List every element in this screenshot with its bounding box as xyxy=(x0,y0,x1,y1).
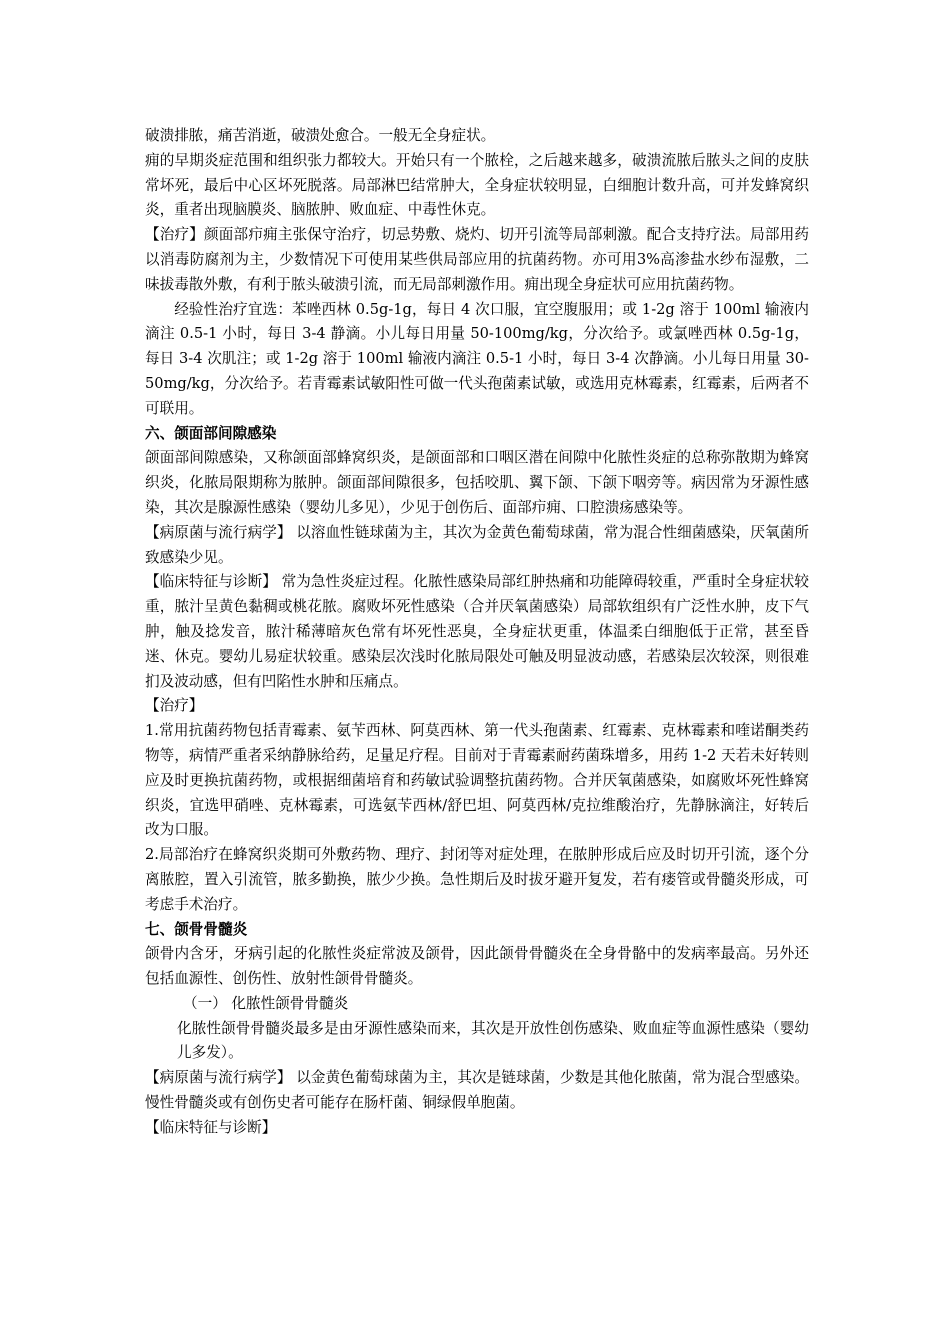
paragraph-treatment-item-1: 1.常用抗菌药物包括青霉素、氨苄西林、阿莫西林、第一代头孢菌素、红霉素、克林霉素和喹诺酮类药物等，病情严重者采纳静脉给药，足量足疗程。目前对于青霉素耐药菌珠增多，用药 1-2 天若未好转则应及时更换抗菌药物，或根据细菌培育和药敏试验调整抗菌药物。合并厌氧菌感染，如腐败坏死性蜂窝织炎，宜选甲硝唑、克林霉素，可选氨苄西林/舒巴坦、阿莫西林/克拉维酸治疗，先静脉滴注，好转后改为口服。 xyxy=(145,722,809,839)
paragraph-treatment-label: 【治疗】 xyxy=(145,697,204,715)
paragraph-treatment-item-2: 2.局部治疗在蜂窝织炎期可外敷药物、理疗、封闭等对症处理，在脓肿形成后应及时切开引流，逐个分离脓腔，置入引流管，脓多勤换，脓少少换。急性期后及时拔牙避开复发，若有瘘管或骨髓炎形成，可考虑手术治疗。 xyxy=(145,846,809,913)
paragraph-pathogen-epidemiology-7: 【病原菌与流行病学】 以金黄色葡萄球菌为主，其次是链球菌，少数是其他化脓菌，常为混合型感染。慢性骨髓炎或有创伤史者可能存在肠杆菌、铜绿假单胞菌。 xyxy=(145,1069,809,1112)
paragraph-space-infection-definition: 颌面部间隙感染，又称颌面部蜂窝织炎，是颌面部和口咽区潜在间隙中化脓性炎症的总称弥散期为蜂窝织炎，化脓局限期称为脓肿。颌面部间隙很多，包括咬肌、翼下颌、下颌下咽旁等。病因常为牙源性感染，其次是腺源性感染（婴幼儿多见），少见于创伤后、面部疖痈、口腔溃疡感染等。 xyxy=(145,449,809,516)
paragraph-clinical-diagnosis-6: 【临床特征与诊断】 常为急性炎症过程。化脓性感染局部红肿热痛和功能障碍较重，严重时全身症状较重，脓汁呈黄色黏稠或桃花脓。腐败坏死性感染（合并厌氧菌感染）局部软组织有广泛性水肿，皮下气肿，触及捻发音，脓汁稀薄暗灰色常有坏死性恶臭，全身症状更重，体温柔白细胞低于正常，甚至昏迷、休克。婴幼儿易症状较重。感染层次浅时化脓局限处可触及明显波动感，若感染层次较深，则很难扪及波动感，但有凹陷性水肿和压痛点。 xyxy=(145,573,809,690)
paragraph-osteomyelitis-intro: 颌骨内含牙，牙病引起的化脓性炎症常波及颌骨，因此颌骨骨髓炎在全身骨骼中的发病率最高。另外还包括血源性、创伤性、放射性颌骨骨髓炎。 xyxy=(145,945,809,988)
paragraph-pathogen-epidemiology-6: 【病原菌与流行病学】 以溶血性链球菌为主，其次为金黄色葡萄球菌，常为混合性细菌感染，厌氧菌所致感染少见。 xyxy=(145,523,809,566)
document-page xyxy=(145,124,809,1141)
subsection-heading-1: （一） 化脓性颌骨骨髓炎 xyxy=(183,994,349,1012)
paragraph-suppurative-osteomyelitis: 化脓性颌骨骨髓炎最多是由牙源性感染而来，其次是开放性创伤感染、败血症等血源性感染（婴幼儿多发）。 xyxy=(177,1019,809,1062)
section-heading-6: 六、颌面部间隙感染 xyxy=(145,424,277,442)
paragraph-carbuncle-description: 痈的早期炎症范围和组织张力都较大。开始只有一个脓栓，之后越来越多，破溃流脓后脓头之间的皮肤常坏死，最后中心区坏死脱落。局部淋巴结常肿大，全身症状较明显，白细胞计数升高，可并发蜂窝织炎，重者出现脑膜炎、脑脓肿、败血症、中毒性休克。 xyxy=(145,151,809,219)
paragraph-clinical-diagnosis-label-7: 【临床特征与诊断】 xyxy=(145,1118,277,1136)
paragraph-empirical-therapy: 经验性治疗宜选：苯唑西林 0.5g-1g，每日 4 次口服，宜空腹服用；或 1-2g 溶于 100ml 输液内滴注 0.5-1 小时，每日 3-4 静滴。小儿每日用量 50-100mg/kg，分次给予。或氯唑西林 0.5g-1g，每日 3-4 次肌注；或 1-2g 溶于 100ml 输液内滴注 0.5-1 小时，每日 3-4 次静滴。小儿每日用量 30-50mg/kg，分次给予。若青霉素试敏阳性可做一代头孢菌素试敏，或选用克林霉素，红霉素，后两者不可联用。 xyxy=(145,300,809,417)
paragraph-furuncle-outcome: 破溃排脓，痛苦消逝，破溃处愈合。一般无全身症状。 xyxy=(145,127,496,144)
paragraph-treatment-local: 【治疗】颜面部疖痈主张保守治疗，切忌势敷、烧灼、切开引流等局部刺激。配合支持疗法。局部用药以消毒防腐剂为主，少数情况下可使用某些供局部应用的抗菌药物。亦可用3%高渗盐水纱布湿敷，二味拔毒散外敷，有利于脓头破溃引流，而无局部刺激作用。痈出现全身症状可应用抗菌药物。 xyxy=(145,226,809,293)
section-heading-7: 七、颌骨骨髓炎 xyxy=(145,920,248,938)
